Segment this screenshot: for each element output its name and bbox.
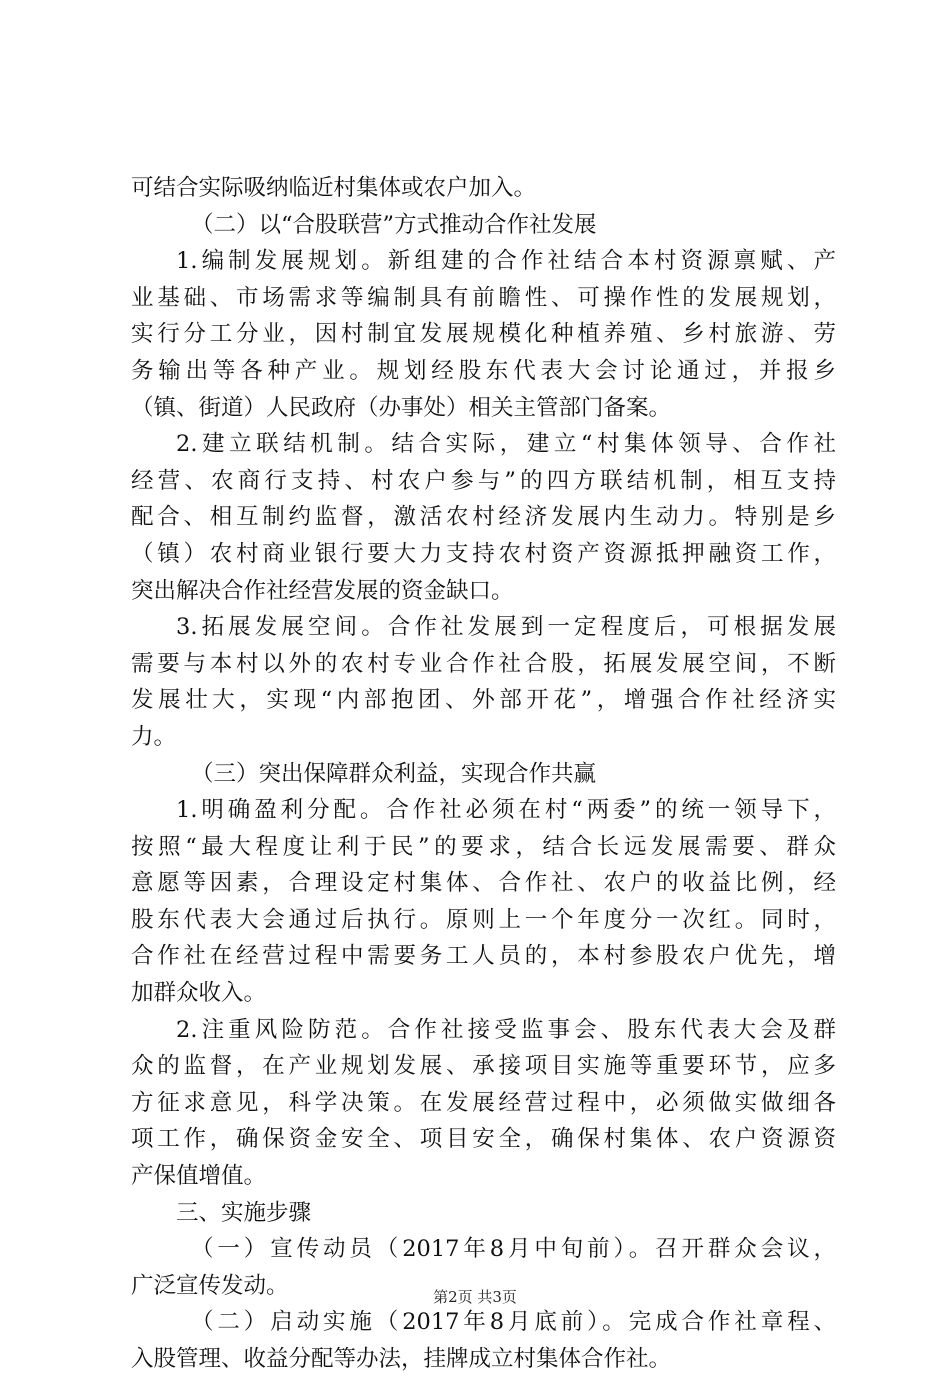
page-number: 第2页 共3页 [433,1288,517,1306]
text-line: 合作社在经营过程中需要务工人员的，本村参股农户优先，增 [131,943,836,970]
text-line: 业基础、市场需求等编制具有前瞻性、可操作性的发展规划， [131,284,836,311]
text-line: 突出解决合作社经营发展的资金缺口。 [131,577,514,604]
text-line: （一）宣传动员（2017年8月中旬前）。召开群众会议， [191,1236,836,1263]
text-line: （镇）农村商业银行要大力支持农村资产资源抵押融资工作， [131,540,836,567]
document-body [131,170,836,1378]
text-line: 力。 [131,723,177,750]
text-line: 众的监督，在产业规划发展、承接项目实施等重要环节，应多 [131,1053,836,1080]
text-line: 2.注重风险防范。合作社接受监事会、股东代表大会及群 [176,1016,836,1043]
text-line: 务输出等各种产业。规划经股东代表大会讨论通过，并报乡 [131,357,836,384]
text-line: 经营、农商行支持、村农户参与”的四方联结机制，相互支持 [131,467,836,494]
text-line: 需要与本村以外的农村专业合作社合股，拓展发展空间，不断 [131,650,836,677]
text-line: 加群众收入。 [131,980,267,1007]
text-line: 发展壮大，实现“内部抱团、外部开花”，增强合作社经济实 [131,687,836,714]
text-line: 方征求意见，科学决策。在发展经营过程中，必须做实做细各 [131,1089,836,1116]
text-line: 股东代表大会通过后执行。原则上一个年度分一次红。同时， [131,906,836,933]
text-line: 意愿等因素，合理设定村集体、合作社、农户的收益比例，经 [131,870,836,897]
section-heading: 三、实施步骤 [176,1199,312,1226]
text-line: 1.明确盈利分配。合作社必须在村“两委”的统一领导下， [176,797,836,824]
text-line: 配合、相互制约监督，激活农村经济发展内生动力。特别是乡 [131,504,836,531]
text-line: 3.拓展发展空间。合作社发展到一定程度后，可根据发展 [176,614,836,641]
text-line: 产保值增值。 [131,1163,267,1190]
text-line: 1.编制发展规划。新组建的合作社结合本村资源禀赋、产 [176,248,836,275]
text-line: 2.建立联结机制。结合实际，建立“村集体领导、合作社 [176,431,836,458]
text-line: 项工作，确保资金安全、项目安全，确保村集体、农户资源资 [131,1126,836,1153]
text-line: 可结合实际吸纳临近村集体或农户加入。 [131,175,537,201]
section-heading: （二）以“合股联营”方式推动合作社发展 [191,211,597,238]
text-line: 按照“最大程度让利于民”的要求，结合长远发展需要、群众 [131,833,836,860]
section-heading: （三）突出保障群众利益，实现合作共赢 [191,760,597,787]
text-line: 实行分工分业，因村制宜发展规模化种植养殖、乡村旅游、劳 [131,321,836,348]
text-line: （镇、街道）人民政府（办事处）相关主管部门备案。 [131,394,672,421]
text-line: 广泛宣传发动。 [131,1272,289,1299]
text-line: （二）启动实施（2017年8月底前）。完成合作社章程、 [191,1309,836,1336]
page-footer [0,1287,950,1307]
text-line: 入股管理、收益分配等办法，挂牌成立村集体合作社。 [131,1346,672,1372]
